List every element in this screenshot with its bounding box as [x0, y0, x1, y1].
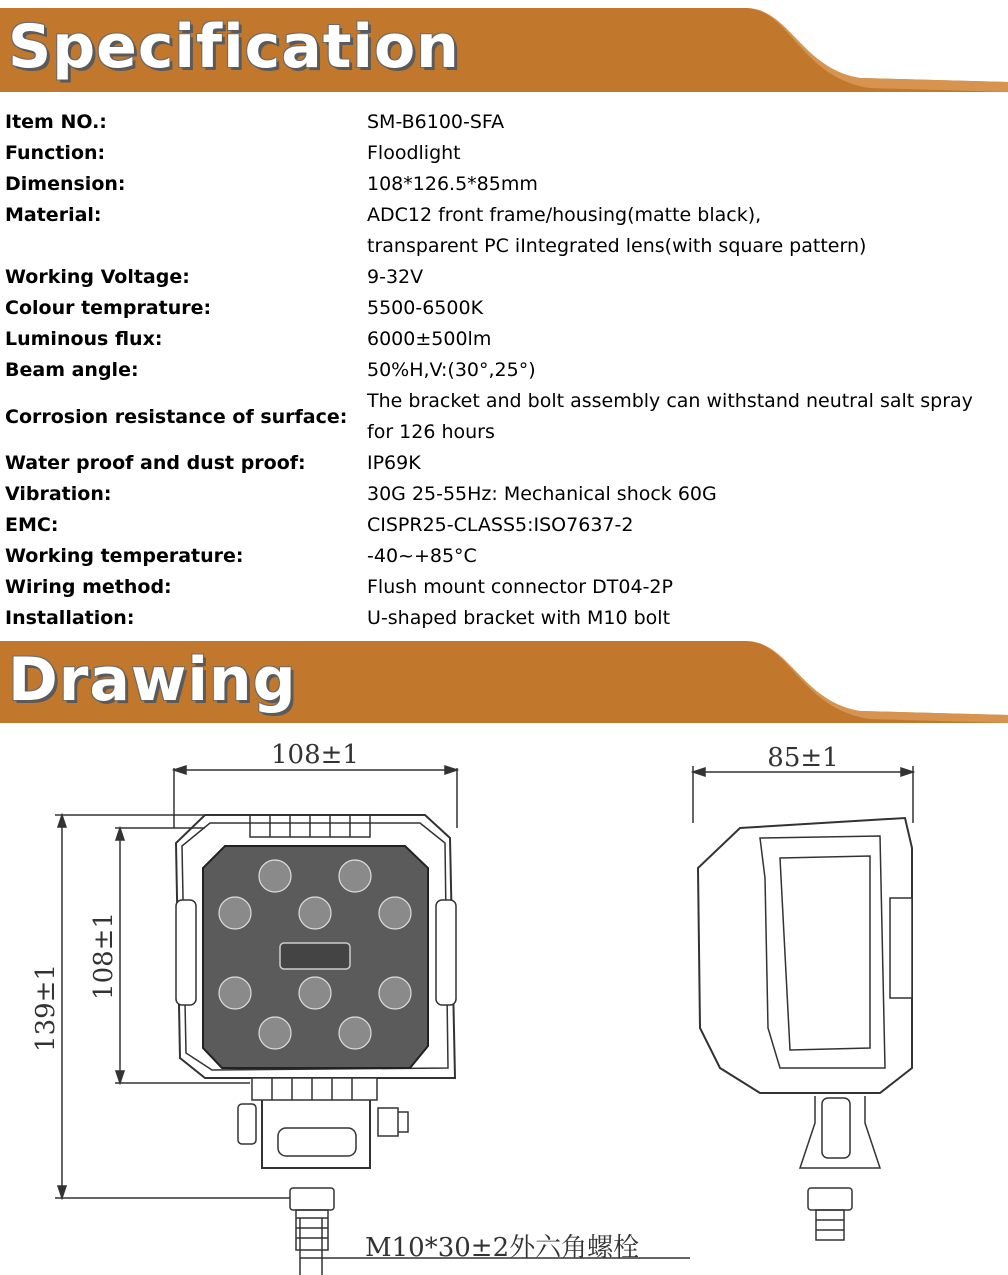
specification-banner	[0, 8, 1008, 98]
spec-label: Working Voltage:	[5, 266, 190, 288]
spec-row	[5, 541, 1000, 572]
specification-title: Specification	[8, 12, 460, 82]
drawing-banner	[0, 641, 1008, 727]
spec-value: 30G 25-55Hz: Mechanical shock 60G	[367, 483, 717, 505]
front-total-height-dimension: 139±1	[31, 964, 61, 1052]
spec-label: EMC:	[5, 514, 59, 536]
spec-row	[5, 138, 1000, 169]
spec-label: Working temperature:	[5, 545, 244, 567]
drawing-title: Drawing	[8, 645, 297, 715]
spec-label: Colour temprature:	[5, 297, 212, 319]
spec-value: U-shaped bracket with M10 bolt	[367, 607, 671, 629]
spec-row	[5, 386, 1000, 448]
spec-label: Item NO.:	[5, 111, 107, 133]
spec-value: -40~+85°C	[367, 545, 477, 567]
front-inner-height-dimension: 108±1	[89, 912, 119, 1000]
spec-label: Corrosion resistance of surface:	[5, 405, 348, 428]
side-view	[693, 766, 913, 1240]
spec-label: Dimension:	[5, 173, 126, 195]
spec-label: Wiring method:	[5, 576, 172, 598]
spec-row	[5, 293, 1000, 324]
spec-value: 9-32V	[367, 266, 424, 288]
front-width-dimension: 108±1	[271, 740, 359, 770]
spec-label: Installation:	[5, 607, 135, 629]
spec-label: Beam angle:	[5, 359, 139, 381]
spec-table	[5, 107, 1000, 634]
spec-value: 108*126.5*85mm	[367, 173, 538, 195]
spec-value	[367, 386, 1000, 448]
spec-row	[5, 510, 1000, 541]
spec-row	[5, 603, 1000, 634]
spec-row	[5, 448, 1000, 479]
spec-label: Water proof and dust proof:	[5, 452, 306, 474]
spec-value-line: for 126 hours	[367, 421, 495, 443]
spec-row	[5, 200, 1000, 262]
technical-drawing	[0, 728, 1008, 1275]
spec-row	[5, 355, 1000, 386]
spec-value: CISPR25-CLASS5:ISO7637-2	[367, 514, 634, 536]
spec-value: 50%H,V:(30°,25°)	[367, 359, 536, 381]
front-view	[55, 766, 690, 1275]
spec-label: Function:	[5, 142, 106, 164]
spec-value-line: ADC12 front frame/housing(matte black),	[367, 204, 762, 226]
spec-row	[5, 107, 1000, 138]
spec-value: Flush mount connector DT04-2P	[367, 576, 673, 598]
spec-value-line: transparent PC iIntegrated lens(with square pattern)	[367, 235, 867, 257]
spec-value: Floodlight	[367, 142, 461, 164]
spec-row	[5, 262, 1000, 293]
side-depth-dimension: 85±1	[767, 743, 839, 773]
spec-label: Luminous flux:	[5, 328, 163, 350]
spec-value: 5500-6500K	[367, 297, 484, 319]
spec-label: Material:	[5, 204, 102, 226]
spec-value: SM-B6100-SFA	[367, 111, 505, 133]
spec-value: IP69K	[367, 452, 421, 474]
bolt-note: M10*30±2外六角螺栓	[365, 1233, 640, 1263]
spec-row	[5, 479, 1000, 510]
spec-value-line: The bracket and bolt assembly can withstand neutral salt spray	[367, 390, 973, 412]
spec-value	[367, 200, 1000, 262]
spec-row	[5, 169, 1000, 200]
spec-row	[5, 572, 1000, 603]
spec-row	[5, 324, 1000, 355]
spec-value: 6000±500lm	[367, 328, 492, 350]
spec-label: Vibration:	[5, 483, 112, 505]
